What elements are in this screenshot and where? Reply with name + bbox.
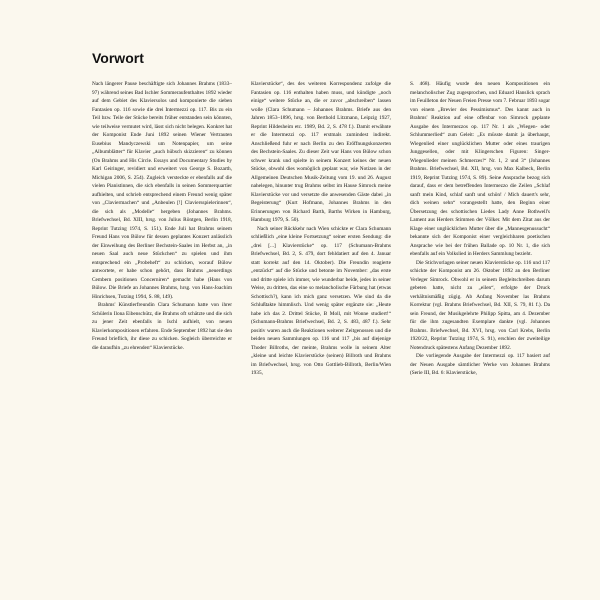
page-title: Vorwort: [92, 50, 144, 66]
column-1: [92, 80, 232, 560]
paragraph: Nach seiner Rückkehr nach Wien schickte er Clara Schumann schließlich „eine kleine Fortsetzung“ seiner ersten Sendung: die „drei [...] Klavierstücke“ op. 117 (Schumann-Brahms Briefwechsel, Bd. 2, S. 479, dort fehldatiert auf den 4. Januar statt korrekt auf den 14. Oktober). Die Freundin reagierte „entzückt“ auf die Stücke und betonte im November: „das erste und dritte spiele ich immer, wie wunderbar beide, jedes in seiner Weise, zu dritten, das eine so melancholische Färbung hat (etwas Schottisch?), kann ich mich ganz versetzen. Wie sind da die Schlußtakte himmlisch. Und wenig später ergänzte sie: „Heute habe ich das 2. Drittel Stücke, B Moll, mit Wonne studiert!“ (Schumann-Brahms Briefwechsel, Bd. 2, S. 483, 487 f.). Sehr positiv waren auch die Reaktionen weiterer Zeitgenossen und die beiden neuen Sammlungen op. 116 und 117 „bis auf diejenige Thoder Billroths, der meinte, Brahms wolle in seinem Alter „kleine und leichte Klavierstücke (seinen) Billroth und Brahms im Briefwechsel, hrsg. von Otto Gottlieb-Billroth, Berlin/Wien 1935,: [251, 225, 391, 376]
paragraph: Klavierstücke“, des des weiteren Korrespondenz zufolge die Fantasien op. 116 enthalten haben muss, und kündigte „noch einige“ weitere Stücke an, die er zuvor „abschreiben“ lassen wolle (Clara Schumann – Johannes Brahms. Briefe aus den Jahren 1853–1896, hrsg. von Berthold Litzmann, Leipzig 1927, Reprint Hildesheim etc. 1989, Bd. 2, S. 478 f.). Damit erwähnte er die Intermezzi op. 117 erstmals zumindest indirekt. Anschließend fuhr er nach Berlin zu den Eröffnungskonzerten des Bechstein-Saales. Zu dieser Zeit war Hans von Bülow schon schwer krank und spielte in seinem Konzert keines der neuen Stücke, obwohl dies womöglich geplant war, wie Notizen in der Allgemeinen Deutschen Musik-Zeitung vom 19. und 26. August nahelegen, hinunter trug Brahms selbst im Hause Simrock meine Klavierstücke vor und versetzte die anwesenden Gäste dabei „in Begeisterung“ (Kurt Hofmann, Johannes Brahms in den Erinnerungen von Richard Barth, Barths Wirken in Hamburg, Hamburg 1979, S. 50).: [251, 81, 391, 223]
column-2: [251, 80, 391, 560]
paragraph: Brahms' Künstlerfreundin Clara Schumann hatte von ihrer Schülerin Ilona Eibenschütz, die Brahms oft schätzte und die sich zu jener Zeit ebenfalls in Ischl aufhielt, von neuen Klavierkompositionen erfahren. Ende September 1892 hat sie den Freund brieflich, ihr diese zu schicken. Sogleich überreichte er die daraufhin „zu ehrenden“ Klavierstücke.: [92, 302, 232, 351]
paragraph: Nach längerer Pause beschäftigte sich Johannes Brahms (1833–97) während seines Bad Ischler Sommeraufenthaltes 1892 wieder auf dem Gebiet des Klaviersolos und komponierte die sieben Fantasien op. 116 sowie die drei Intermezzi op. 117. Bis zu ein Teil bzw. Teile der Stücke bereits früher entstanden sein könnten, wie teilweise vermutet wird, lässt sich nicht belegen. Konkret hat der Komponist Ende Juni 1892 seinen Wiener Vertrauten Eusebius Mandyczewski um Notenpapier, um seine „Albumblätter“ für Klavier „auch hübsch skizzieren“ zu können (On Brahms and His Circle. Essays and Documentary Studies by Karl Geiringer, revidiert und erweitert von George S. Bozarth, Michigan 2006, S. 254). Zugleich versteckte er ebenfalls auf die vielen Pianistinnen, die sich ebenfalls in seinen Sommerquartier aufhielten, und schrieb entsprechend einem Freund wenig später von „Claviermachen“ und „Anbeulen [!] Claviersspielerinnen“, die sich als „Modelle“ hergeben (Johannes Brahms. Briefwechsel, Bd. XIII, hrsg. von Julius Röntgen, Berlin 1918, Reprint Tutzing 1974, S. 151). Ende Juli hat Brahms seinem Freund Hans von Bülow für dessen geplantes Konzert anlässlich der Einweihung des Berliner Bechstein-Saales im Herbst an, „in neuen Saal auch neue Stückchen“ zu spielen und ihm entsprechend ein „Probeheft“ zu schicken, worauf Bülow antwortete, er habe schon gehört, dass Brahms „neuerdings Cembern positionen Concerniren“ gemacht habe (Hans von Bülow. Die Briefe an Johannes Brahms, hrsg. von Hans-Joachim Hinrichsen, Tutzing 1994, S. 88, 149).: [92, 81, 232, 300]
column-3: [410, 80, 550, 560]
paragraph: Die Stichvorlagen seiner neuen Klavierstücke op. 116 und 117 schickte der Komponist am 26. Oktober 1892 an den Berliner Verleger Simrock. Obwohl er in seinem Begleitschreiben darum gebeten hatte, nicht zu „eilen“, erfolgte der Druck verhältnismäßig zügig. Ab Anfang November las Brahms Korrektur (vgl. Brahms Briefwechsel, Bd. XII, S. 79, 81 f.). Da sein Freund, der Musikgelehrte Philipp Spitta, am 4. Dezember für die ihm zugesandten Exemplare dankte (vgl. Johannes Brahms. Briefwechsel, Bd. XVI, hrsg. von Carl Krebs, Berlin 1920/22, Reprint Tutzing 1974, S. 91), erschien der zweiteilige Notendruck spätestens Anfang Dezember 1892.: [410, 259, 550, 351]
paragraph: Die vorliegende Ausgabe der Intermezzi op. 117 basiert auf der Neuen Ausgabe sämtlicher Werke von Johannes Brahms (Serie III, Bd. 6: Klavierstücke,: [410, 353, 550, 376]
paragraph: S. 468). Häufig wurde den neuen Kompositionen ein melancholischer Zug zugesprochen, und Eduard Hanslick sprach im Feuilleton der Neuen Freien Presse vom 7. Februar 1893 sogar von einem „Brevier des Pessimismus“. Des kannt auch in Brahms' Reaktion auf eine offenbar von Simrock geplante Ausgabe des Intermezzos op. 117 Nr. 1 als „Wiegen- oder Schlummerlied“ zum Geleit: „Es müsste damit ja überhaupt, Wiegenlied einer unglücklichen Mutter oder eines traurigen Junggesellen, oder mit Klingerschen Figuren: Singer-Wiegenlieder meinen Schmerzes!“ Nr. 1, 2 und 3“ (Johannes Brahms. Briefwechsel, Bd. XII, hrsg. von Max Kalbeck, Berlin 1919, Reprint Tutzing 1974, S. 89). Seine Ansprache bezog sich darauf, dass er dem betreffenden Intermezzo die Zeilen „Schlaf sanft mein Kind, schlaf sanft und schön! / Mich dauert's sehr, dich weinen sehn“ vorangestellt hatte, den Beginn einer Übersetzung des schottischen Liedes Lady Anne Bothwell's Lament aus Herders Stimmen der Völker. Mit dem Zitat aus der Klage einer unglücklichen Mutter über die „Mannesgenussucht“ bekannte sich der Komponist einer vergleichbaren poetischen Ansprache wie bei der frühen Ballade op. 10 Nr. 1, die sich ebenfalls auf ein Volkslied in Herders Sammlung bezieht.: [410, 81, 550, 257]
text-columns: [92, 80, 550, 560]
